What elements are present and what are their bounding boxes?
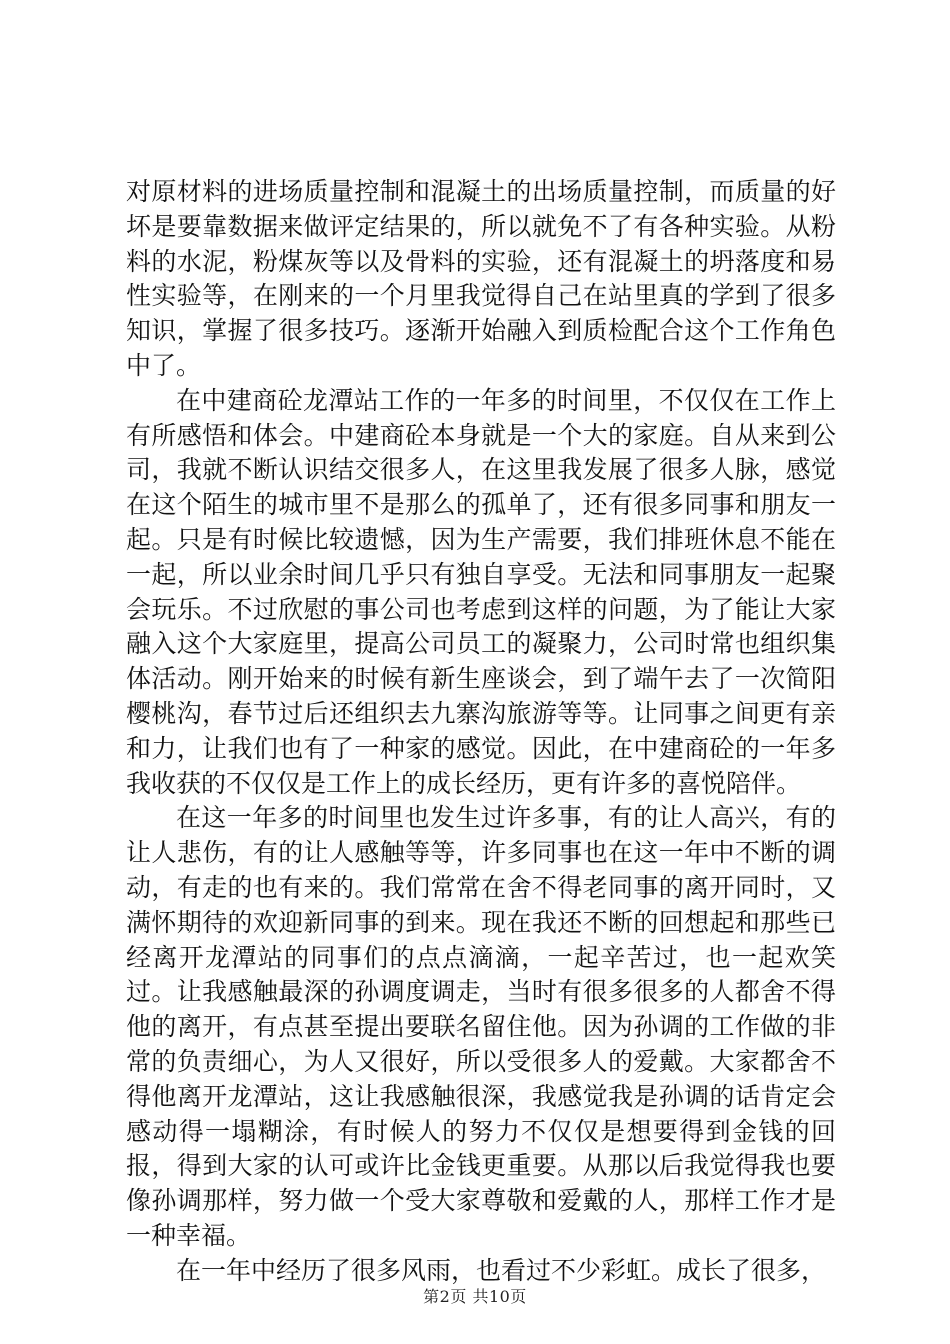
paragraph-4: 在一年中经历了很多风雨，也看过不少彩虹。成长了很多， <box>176 1255 827 1285</box>
paragraph-3: 在这一年多的时间里也发生过许多事，有的让人高兴，有的让人悲伤，有的让人感触等等，许多同事也在这一年中不断的调动，有走的也有来的。我们常常在舍不得老同事的离开同时，又满怀期待的欢迎新同事的到来。现在我还不断的回想起和那些已经离开龙潭站的同事们的点点滴滴，一起辛苦过，也一起欢笑过。让我感触最深的孙调度调走，当时有很多很多的人都舍不得他的离开，有点甚至提出要联名留住他。因为孙调的工作做的非常的负责细心，为人又很好，所以受很多人的爱戴。大家都舍不得他离开龙潭站，这让我感触很深，我感觉我是孙调的话肯定会感动得一塌糊涂，有时候人的努力不仅仅是想要得到金钱的回报，得到大家的认可或许比金钱更重要。从那以后我觉得我也要像孙调那样，努力做一个受大家尊敬和爱戴的人，那样工作才是一种幸福。 <box>126 803 836 1250</box>
document-body <box>126 175 836 1289</box>
page-footer: 第2页 共10页 <box>423 1287 527 1306</box>
paragraph-2: 在中建商砼龙潭站工作的一年多的时间里，不仅仅在工作上有所感悟和体会。中建商砼本身就是一个大的家庭。自从来到公司，我就不断认识结交很多人，在这里我发展了很多人脉，感觉在这个陌生的城市里不是那么的孤单了，还有很多同事和朋友一起。只是有时候比较遗憾，因为生产需要，我们排班休息不能在一起，所以业余时间几乎只有独自享受。无法和同事朋友一起聚会玩乐。不过欣慰的事公司也考虑到这样的问题，为了能让大家融入这个大家庭里，提高公司员工的凝聚力，公司时常也组织集体活动。刚开始来的时候有新生座谈会，到了端午去了一次简阳樱桃沟，春节过后还组织去九寨沟旅游等等。让同事之间更有亲和力，让我们也有了一种家的感觉。因此，在中建商砼的一年多我收获的不仅仅是工作上的成长经历，更有许多的喜悦陪伴。 <box>126 385 836 798</box>
paragraph-1: 对原材料的进场质量控制和混凝土的出场质量控制，而质量的好坏是要靠数据来做评定结果的，所以就免不了有各种实验。从粉料的水泥，粉煤灰等以及骨料的实验，还有混凝土的坍落度和易性实验等，在刚来的一个月里我觉得自己在站里真的学到了很多知识，掌握了很多技巧。逐渐开始融入到质检配合这个工作角色中了。 <box>126 177 836 380</box>
